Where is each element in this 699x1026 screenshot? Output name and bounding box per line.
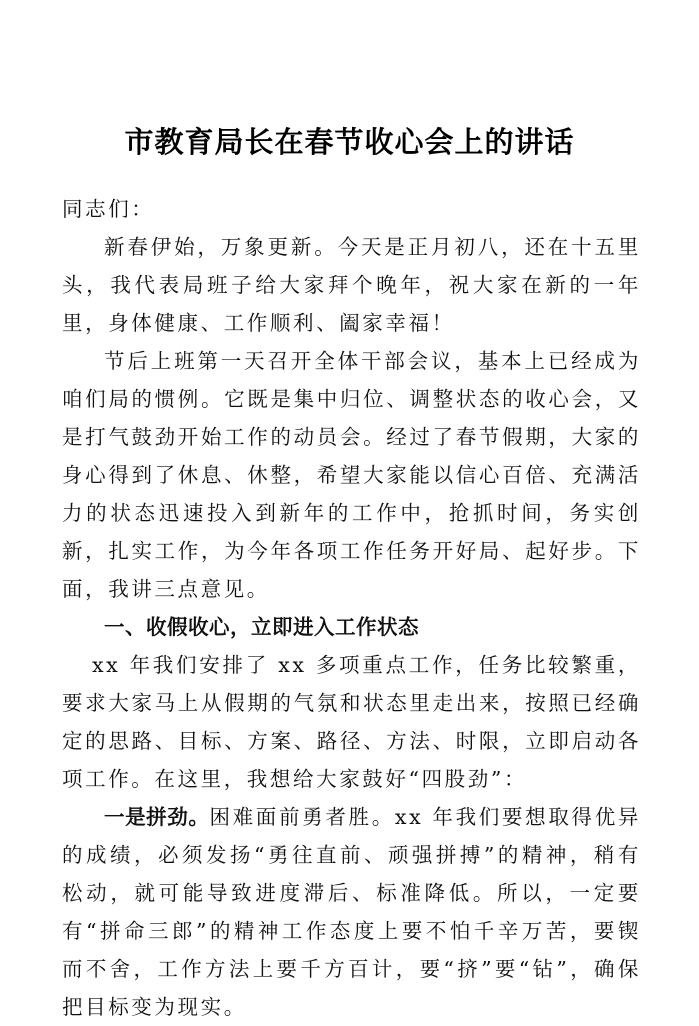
section1-paragraph: xx 年我们安排了 xx 多项重点工作，任务比较繁重，要求大家马上从假期的气氛和状态里走出来，按照已经确定的思路、目标、方案、路径、方法、时限，立即启动各项工作。在这里，我想给大家鼓好“四股劲”：	[62, 653, 641, 791]
point-1-lead: 一是拼劲。	[104, 805, 210, 829]
paragraph-intro: 节后上班第一天召开全体干部会议，基本上已经成为咱们局的惯例。它既是集中归位、调整状态的收心会，又是打气鼓劲开始工作的动员会。经过了春节假期，大家的身心得到了休息、休整，希望大家能以信心百倍、充满活力的状态迅速投入到新年的工作中，抢抓时间，务实创新，扎实工作，为今年各项工作任务开好局、起好步。下面，我讲三点意见。	[62, 349, 641, 601]
point-1-paragraph	[62, 798, 641, 1026]
salutation: 同志们：	[62, 197, 155, 221]
document-title: 市教育局长在春节收心会上的讲话	[124, 125, 575, 159]
section-heading-1: 一、收假收心，立即进入工作状态	[104, 615, 419, 639]
document-body	[62, 190, 641, 1026]
point-1-text: 困难面前勇者胜。xx 年我们要想取得优异的成绩，必须发扬“勇往直前、顽强拼搏”的精神，稍有松动，就可能导致进度滞后、标准降低。所以，一定要有“拼命三郎”的精神工作态度上要不怕千辛万苦，要锲而不舍，工作方法上要千方百计，要“挤”要“钻”，确保把目标变为现实。	[62, 805, 642, 1019]
paragraph-greeting: 新春伊始，万象更新。今天是正月初八，还在十五里头，我代表局班子给大家拜个晚年，祝大家在新的一年里，身体健康、工作顺利、阖家幸福！	[62, 235, 641, 335]
